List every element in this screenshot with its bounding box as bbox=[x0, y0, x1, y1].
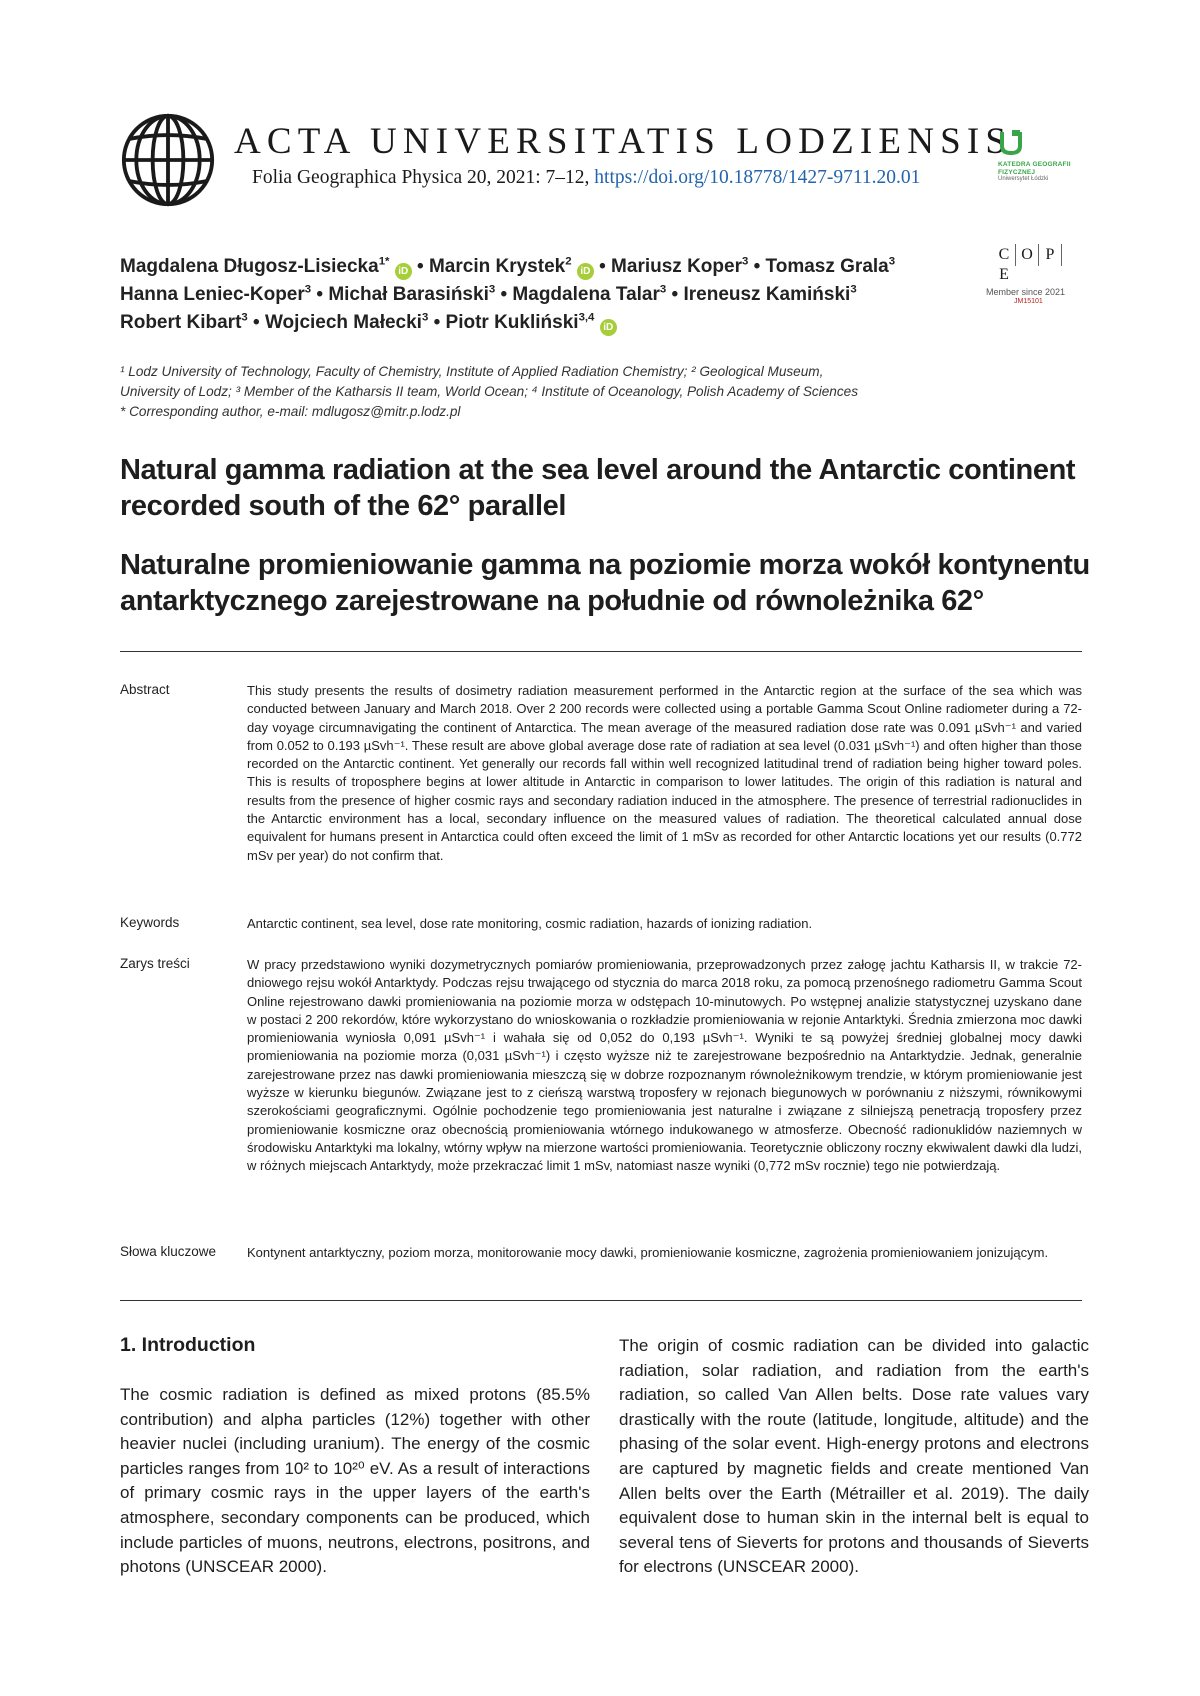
corresponding-author: * Corresponding author, e-mail: mdlugosz@mitr.p.lodz.pl bbox=[120, 404, 461, 419]
author-affiliation: 3 bbox=[659, 283, 667, 296]
author-line bbox=[120, 312, 617, 336]
title-polish: Naturalne promieniowanie gamma na poziomie morza wokół kontynentu antarktycznego zarejestrowane na południe od równoleżnika 62° bbox=[120, 549, 1090, 617]
author-separator: • bbox=[411, 256, 429, 277]
journal-globe-logo bbox=[120, 112, 216, 208]
title-english: Natural gamma radiation at the sea level around the Antarctic continent recorded south of the 62° parallel bbox=[120, 454, 1076, 522]
author-affiliation: 3 bbox=[421, 311, 429, 324]
author-name: Michał Barasiński bbox=[328, 284, 489, 305]
author-affiliation: 3 bbox=[241, 311, 248, 324]
divider bbox=[120, 651, 1082, 652]
author-affiliation: 2 bbox=[565, 255, 572, 268]
zarys-text: W pracy przedstawiono wyniki dozymetrycznych pomiarów promieniowania, przeprowadzonych przez załogę jachtu Katharsis II, w trakcie 72-dniowego rejsu wokół Antarktydy. Podczas rejsu trwającego od stycznia do marca 2018 roku, za pomocą przenośnego radiometru Gamma Scout Online rejestrowano dawki promieniowania na poziomie morza w odstępach 10-minutowych. Po wstępnej analizie statystycznej uzyskano dane w postaci 2 200 rekordów, które wykorzystano do wnioskowania o rozkładzie promieniowania w rejonie Antarktyki. Średnia zmierzona moc dawki promieniowania wyniosła 0,091 µSvh⁻¹ i wahała się od 0,052 do 0,193 µSvh⁻¹. Wyniki te są powyżej średniej globalnej mocy dawki promieniowania na poziomie morza (0,031 µSvh⁻¹) i często wyższe niż te zarejestrowane bezpośrednio na Antarktydzie. Jednak, generalnie zarejestrowane przez nas dawki promieniowania mieszczą się w dobrze rozpoznanym równoleżnikowym trendzie, w którym promieniowanie jest wyższe w kierunku biegunów. Związane jest to z cieńszą warstwą troposfery w rejonach biegunowych w porównaniu z niższymi, równikowymi szerokościami geograficznymi. Ogólnie pochodzenie tego promieniowania jest naturalne i związane z silniejszą penetracją troposfery przez promieniowanie kosmiczne oraz obecnością promieniowania wtórnego indukowanego w atmosferze. Obecność radionuklidów naziemnych w środowisku Antarktyki ma lokalny, wtórny wpływ na mierzone wartości promieniowania. Teoretycznie obliczony roczny ekwiwalent dawki dla ludzi, w różnych miejscach Antarktydy, może przekraczać limit 1 mSv, natomiast nasze wyniki (0,772 mSv rocznie) tego nie potwierdzają. bbox=[247, 957, 1082, 1174]
cope-letter: O bbox=[1021, 245, 1033, 263]
cope-member-id: JM15101 bbox=[1014, 298, 1043, 305]
author-affiliation: 3 bbox=[888, 255, 896, 268]
author-separator: • bbox=[666, 284, 684, 305]
cope-letter: C bbox=[998, 245, 1010, 263]
department-logo-line2: FIZYCZNEJ bbox=[998, 168, 1036, 176]
author-line bbox=[120, 256, 895, 280]
journal-citation: Folia Geographica Physica 20, 2021: 7–12, bbox=[252, 167, 595, 188]
author-name: Tomasz Grala bbox=[765, 256, 889, 277]
author-affiliation: 3 bbox=[488, 283, 496, 296]
affiliation-line: ¹ Lodz University of Technology, Faculty of Chemistry, Institute of Applied Radiation Chemistry; ² Geological Museum, bbox=[120, 364, 824, 379]
body-column-left: The cosmic radiation is defined as mixed protons (85.5% contribution) and alpha particles (12%) together with other heavier nuclei (including uranium). The energy of the cosmic particles ranges from 10² to 10²⁰ eV. As a result of interactions of primary cosmic rays in the upper layers of the earth's atmosphere, secondary components can be produced, which include particles of muons, neutrons, electrons, positrons, and photons (UNSCEAR 2000). bbox=[120, 1385, 590, 1577]
abstract-text: This study presents the results of dosimetry radiation measurement performed in the Antarctic region at the surface of the sea which was conducted between January and March 2018. Over 2 200 records were collected using a portable Gamma Scout Online radiometer during a 72-day voyage circumnavigating the continent of Antarctica. The mean average of the measured radiation dose rate was 0.091 µSvh⁻¹ and varied from 0.052 to 0.193 µSvh⁻¹. These result are above global average dose rate of radiation at sea level (0.031 µSvh⁻¹) and often higher than those recorded on the Antarctic continent. Yet generally our records fall within well recognized latitudinal trend of radiation being higher toward poles. This is results of troposphere begins at lower altitude in Antarctic in comparison to lower latitudes. The origin of this radiation is natural and results from the presence of higher cosmic rays and secondary radiation induced in the atmosphere. The presence of terrestrial radionuclides in the Antarctic environment has a local, secondary influence on the measured values of radiation. The theoretical calculated annual dose equivalent for humans present in Antarctica could often exceed the limit of 1 mSv as recorded for other Antarctic locations yet our results (0.772 mSv per year) do not confirm that. bbox=[247, 683, 1082, 863]
author-affiliation: 3 bbox=[304, 283, 312, 296]
author-line bbox=[120, 284, 857, 306]
author-affiliation: 1* bbox=[378, 255, 390, 268]
author-separator: • bbox=[593, 256, 612, 277]
department-mark-icon bbox=[998, 130, 1024, 156]
author-separator: • bbox=[311, 284, 329, 305]
divider bbox=[120, 1300, 1082, 1301]
author-name: Hanna Leniec-Koper bbox=[120, 284, 305, 305]
cope-member-since: Member since 2021 bbox=[986, 287, 1066, 297]
orcid-icon[interactable]: iD bbox=[577, 263, 594, 280]
slowa-kluczowe-text: Kontynent antarktyczny, poziom morza, monitorowanie mocy dawki, promieniowanie kosmiczne, zagrożenia promieniowaniem jonizującym. bbox=[247, 1245, 1049, 1260]
doi-link[interactable]: https://doi.org/10.18778/1427-9711.20.01 bbox=[594, 167, 921, 188]
department-logo-line3: Uniwersytet Łódzki bbox=[998, 176, 1049, 182]
author-affiliation: 3,4 bbox=[578, 311, 595, 324]
author-separator: • bbox=[748, 256, 766, 277]
body-column-right: The origin of cosmic radiation can be divided into galactic radiation, solar radiation, and radiation from the earth's radiation, so called Van Allen belts. Dose rate values vary drastically with the route (latitude, longitude, altitude) and the phasing of the solar event. High-energy protons and electrons are captured by magnetic fields and create mentioned Van Allen belts over the Earth (Métrailler et al. 2019). The daily equivalent dose to human skin in the internal belt is equal to several tens of Sieverts for protons and thousands of Sieverts for electrons (UNSCEAR 2000). bbox=[619, 1336, 1089, 1577]
keywords-label: Keywords bbox=[120, 915, 180, 930]
cope-letter: E bbox=[999, 266, 1009, 283]
author-name: Mariusz Koper bbox=[611, 256, 742, 277]
slowa-kluczowe-label: Słowa kluczowe bbox=[120, 1244, 217, 1259]
author-separator: • bbox=[495, 284, 513, 305]
abstract-label: Abstract bbox=[120, 682, 170, 697]
zarys-label: Zarys treści bbox=[120, 956, 190, 971]
author-affiliation: 3 bbox=[850, 283, 857, 296]
author-name: Magdalena Talar bbox=[512, 284, 660, 305]
author-name: Marcin Krystek bbox=[428, 256, 566, 277]
author-name: Magdalena Długosz-Lisiecka bbox=[120, 256, 379, 277]
orcid-icon[interactable]: iD bbox=[600, 319, 617, 336]
author-name: Ireneusz Kamiński bbox=[683, 284, 851, 305]
author-name: Piotr Kukliński bbox=[445, 312, 579, 333]
author-affiliation: 3 bbox=[741, 255, 749, 268]
author-name: Wojciech Małecki bbox=[264, 312, 422, 333]
cope-logo bbox=[993, 244, 1083, 283]
journal-citation-line bbox=[252, 167, 920, 189]
keywords-text: Antarctic continent, sea level, dose rate monitoring, cosmic radiation, hazards of ionizing radiation. bbox=[247, 916, 813, 931]
affiliation-line: University of Lodz; ³ Member of the Katharsis II team, World Ocean; ⁴ Institute of Oceanology, Polish Academy of Sciences bbox=[120, 384, 859, 399]
cope-letter: P bbox=[1045, 245, 1055, 263]
author-separator: • bbox=[428, 312, 446, 333]
author-name: Robert Kibart bbox=[120, 312, 242, 333]
section-heading: 1. Introduction bbox=[120, 1334, 256, 1356]
department-logo bbox=[998, 130, 1088, 192]
author-separator: • bbox=[247, 312, 265, 333]
journal-name: ACTA UNIVERSITATIS LODZIENSIS bbox=[234, 121, 1013, 162]
orcid-icon[interactable]: iD bbox=[395, 263, 412, 280]
department-logo-line1: KATEDRA GEOGRAFII bbox=[998, 161, 1071, 168]
